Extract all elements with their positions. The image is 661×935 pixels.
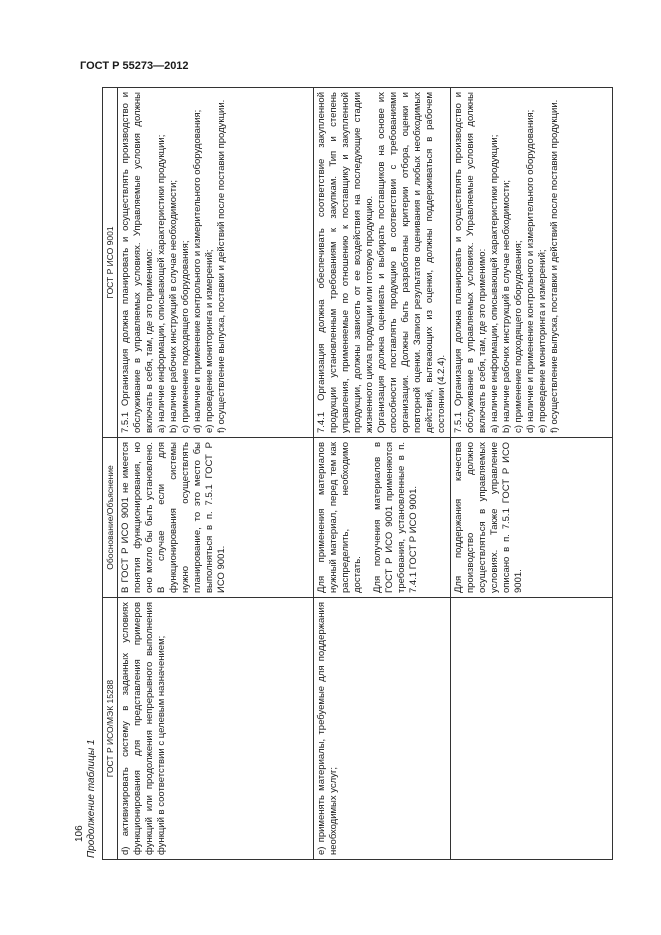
cell-paragraph: d) активизировать систему в заданных условиях функционирования для представления примеров функций или продолжения непрерывного выполнения функций в соответствии с целевым назначением;	[120, 602, 167, 855]
cell-paragraph: 7.5.1 Организация должна планировать и осуществлять производство и обслуживание в управляемых условиях. Управляемые условия должны включать в себя, там, где это применимо:	[453, 92, 488, 433]
table-row	[118, 88, 314, 860]
cell-paragraph: Организация должна оценивать и выбирать поставщиков на основе их способности поставлять продукцию в соответствии с требованиями организации. Должны быть разработаны критерии отбора, оценки и повторной оценки. Записи результатов оценивания и любых необходимых действий, вытекающих из оценки, должны поддерживаться в рабочем состоянии (4.2.4).	[376, 92, 447, 433]
cell-paragraph: Для получения материалов в ГОСТ Р ИСО 9001 применяются требования, установленные в п. 7.4.1 ГОСТ Р ИСО 9001.	[372, 442, 419, 593]
cell-paragraph: 7.4.1 Организация должна обеспечивать соответствие закупленной продукции установленным требованиям к закупкам. Тип и степень управления, применяемые по отношению к поставщику и закупленной продукции, должны зависеть от ее воздействия на последующие стадии жизненного цикла продукции или готовую продукцию.	[316, 92, 375, 433]
table-row	[314, 88, 451, 860]
table-caption: Продолжение таблицы 1	[86, 739, 97, 858]
cell-paragraph: 7.5.1 Организация должна планировать и осуществлять производство и обслуживание в управляемых условиях. Управляемые условия должны включать в себя, там, где это применимо:	[120, 92, 155, 433]
cell-paragraph: b) наличие рабочих инструкций в случае необходимости;	[501, 179, 512, 433]
cell-paragraph: e) проведение мониторинга и измерений;	[537, 249, 548, 433]
document-title: ГОСТ Р 55273—2012	[80, 60, 189, 72]
table-cell-col1	[314, 598, 451, 860]
column-header-gost-9001: ГОСТ Р ИСО 9001	[103, 88, 118, 438]
cell-paragraph: f) осуществление выпуска, поставки и действий после поставки продукции.	[216, 99, 227, 433]
column-header-rationale: Обоснование/Объяснение	[103, 438, 118, 598]
cell-paragraph: e) применять материалы, требуемые для поддержания необходимых услуг;	[316, 602, 339, 855]
cell-paragraph: d) наличие и применение контрольного и измерительного оборудования;	[525, 109, 536, 433]
table-header-row	[103, 88, 118, 860]
cell-paragraph: f) осуществление выпуска, поставки и действий после поставки продукции.	[549, 99, 560, 433]
rotated-table-area	[86, 88, 581, 860]
cell-paragraph: В ГОСТ Р ИСО 9001 не имеется понятия функционирования, но оно могло бы быть установлено. В случае если для функционирования системы нужно осуществлять планирование, то это место бы выполняться в п. 7.5.1 ГОСТ Р ИСО 9001.	[120, 442, 227, 593]
column-header-gost-15288: ГОСТ Р ИСО/МЭК 15288	[103, 598, 118, 860]
cell-paragraph: d) наличие и применение контрольного и измерительного оборудования;	[192, 109, 203, 433]
table-row	[451, 88, 613, 860]
cell-paragraph: Для применения материалов нужный материал, перед тем как распределить, необходимо достать.	[316, 442, 363, 593]
table-cell-col2	[451, 438, 613, 598]
comparison-table	[102, 87, 613, 860]
table-cell-col2	[118, 438, 314, 598]
table-cell-col2	[314, 438, 451, 598]
cell-paragraph: b) наличие рабочих инструкций в случае необходимости;	[168, 179, 179, 433]
table-cell-col1	[451, 598, 613, 860]
page-number: 106	[74, 825, 85, 842]
cell-paragraph: c) применение подходящего оборудования;	[513, 240, 524, 433]
cell-paragraph: a) наличие информации, описывающей характеристики продукции;	[489, 134, 500, 433]
cell-paragraph: a) наличие информации, описывающей характеристики продукции;	[156, 134, 167, 433]
cell-paragraph: c) применение подходящего оборудования;	[180, 240, 191, 433]
cell-paragraph: e) проведение мониторинга и измерений;	[204, 249, 215, 433]
cell-paragraph: Для поддержания качества производство должно осуществляться в управляемых условиях. Также управление описано в п. 7.5.1 ГОСТ Р ИСО 9001.	[453, 442, 524, 593]
table-cell-col3	[314, 88, 451, 438]
table-cell-col3	[451, 88, 613, 438]
table-cell-col3	[118, 88, 314, 438]
table-cell-col1	[118, 598, 314, 860]
